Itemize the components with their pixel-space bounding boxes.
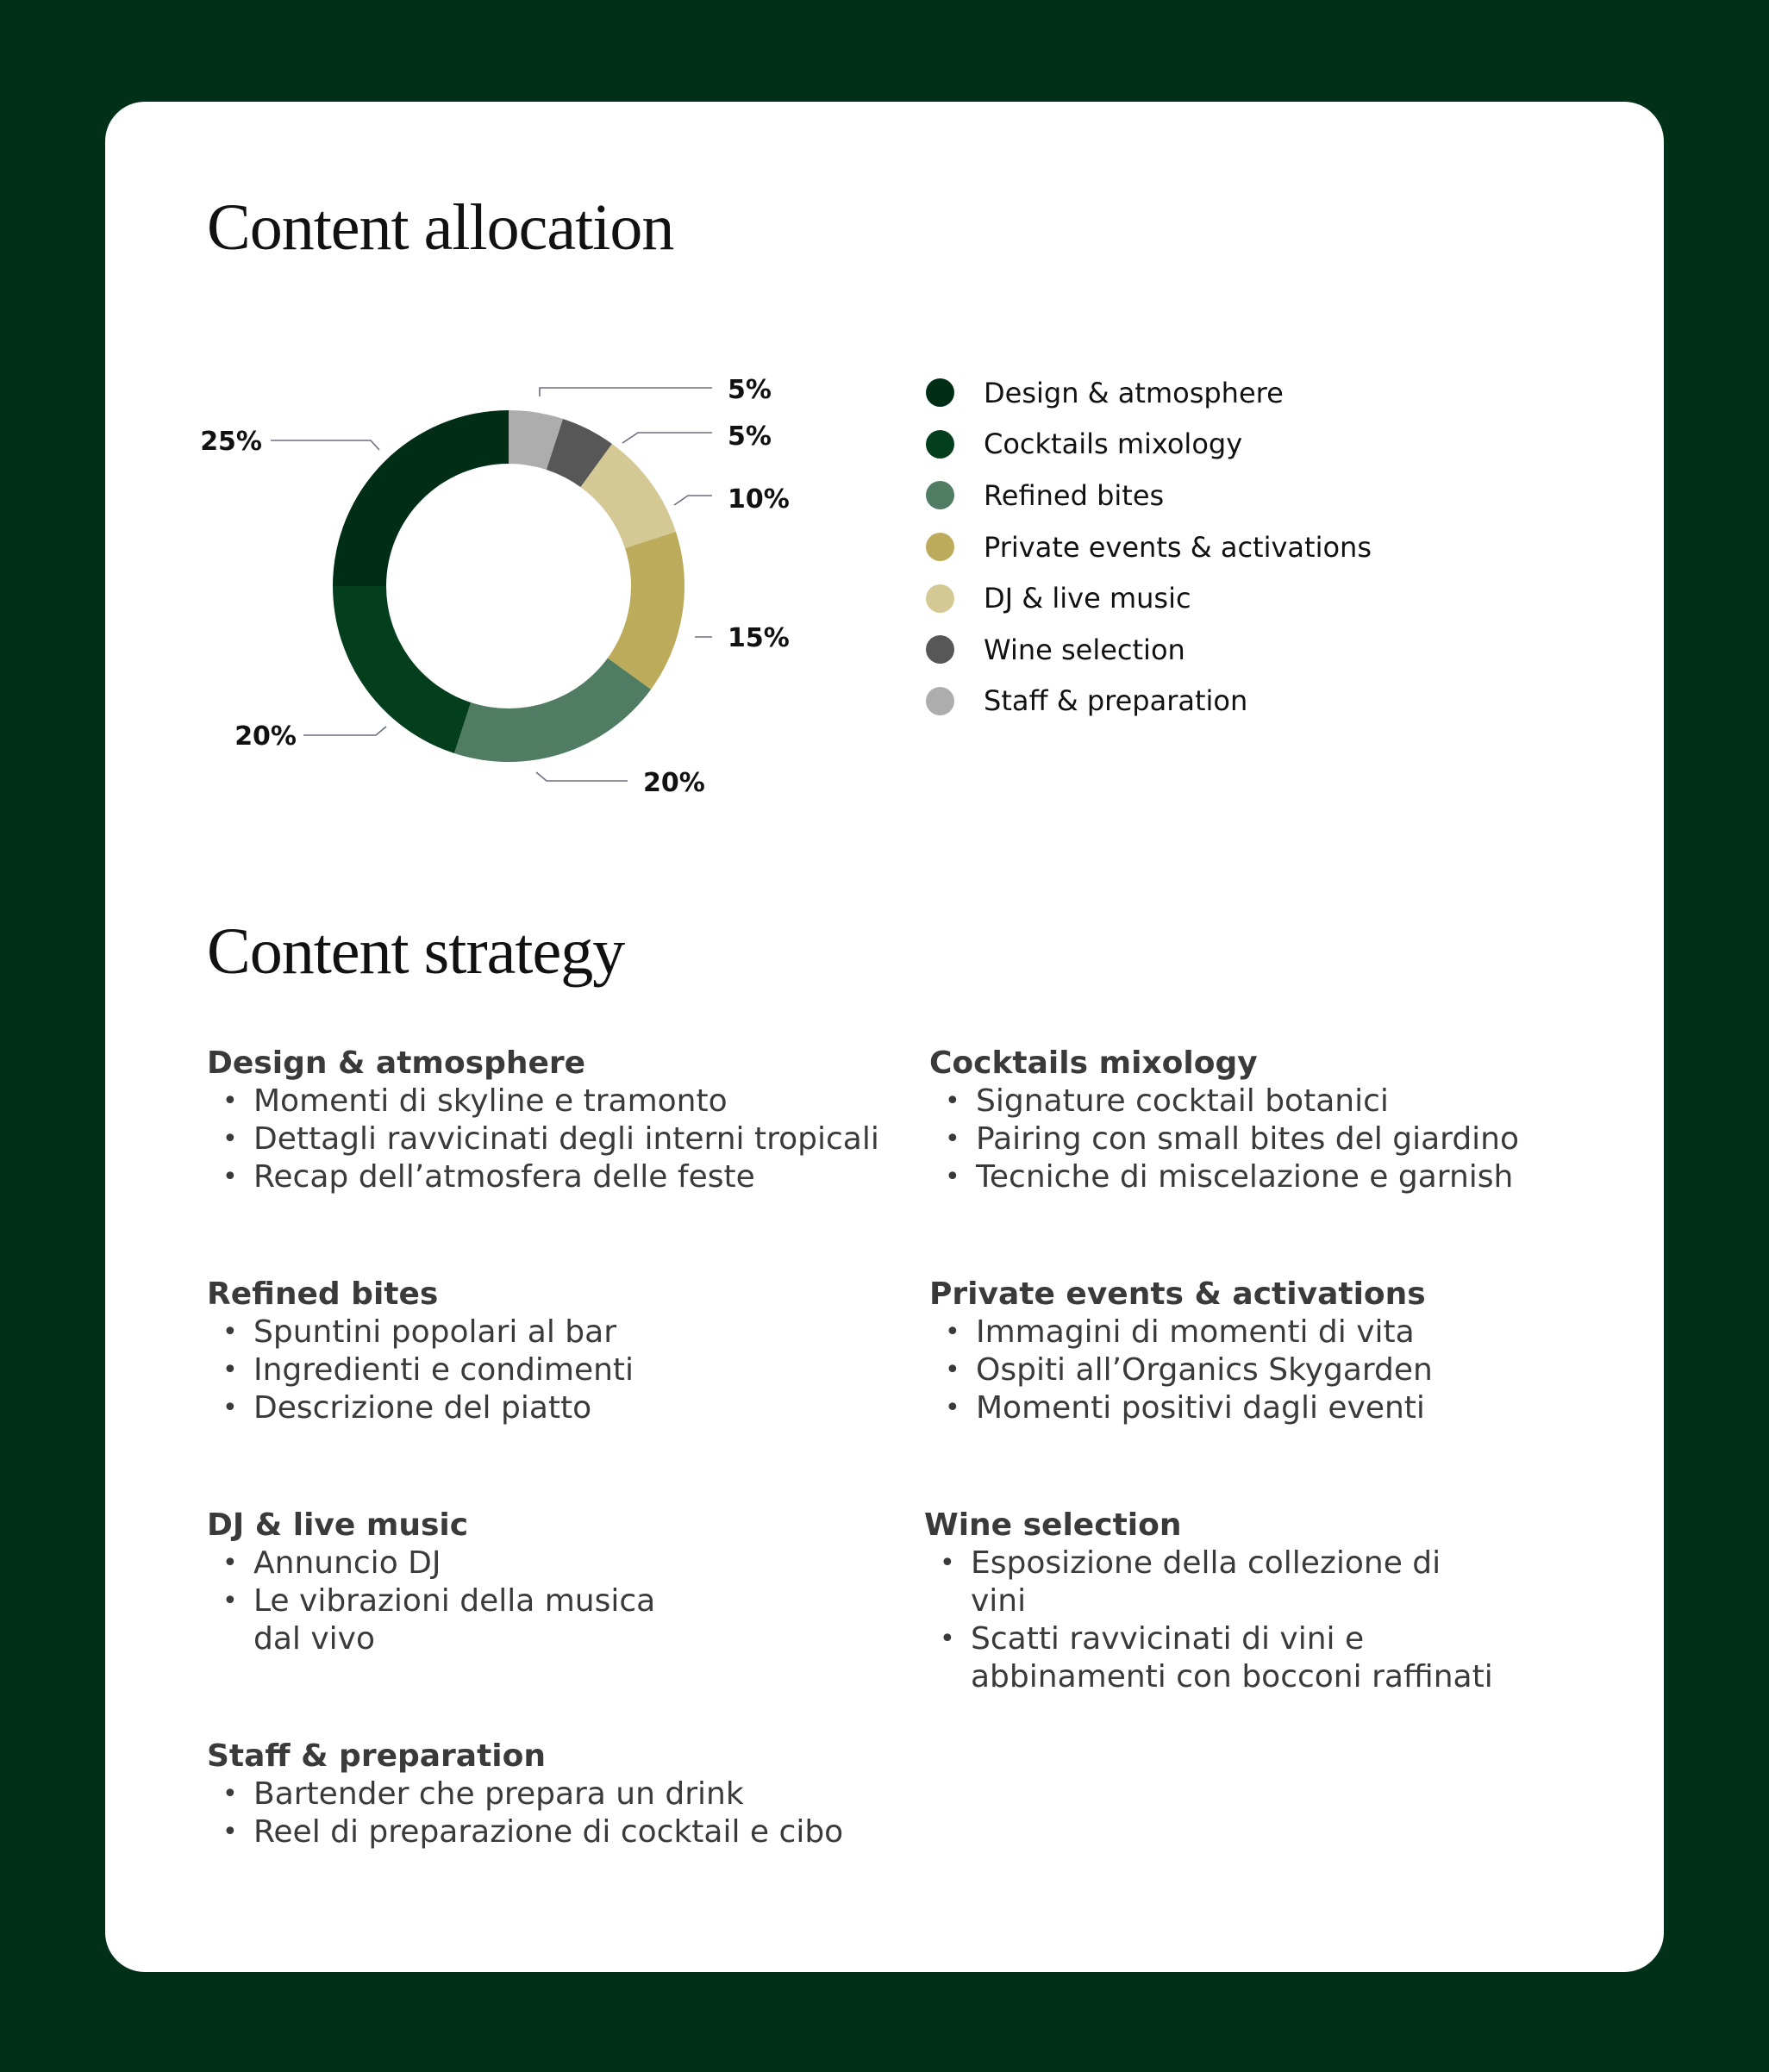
- legend-item-refined-bites: [926, 470, 1372, 521]
- pct-label-cocktails-mixology: 20%: [234, 721, 297, 752]
- strategy-list-item: • Recap dell’atmosfera delle feste: [207, 1158, 922, 1196]
- pct-label-private-events-and-activations: 15%: [728, 623, 790, 653]
- strategy-list-item: • Momenti positivi dagli eventi: [929, 1389, 1619, 1427]
- strategy-list-item: • Immagini di momenti di vita: [929, 1314, 1619, 1351]
- strategy-list-item: • Le vibrazioni della musica dal vivo: [207, 1582, 690, 1658]
- leader-line-staff-and-preparation: [540, 388, 712, 396]
- leader-line-wine-selection: [622, 433, 712, 443]
- strategy-list: [207, 1545, 690, 1658]
- strategy-section-cocktails-mixology: [929, 1045, 1619, 1196]
- strategy-list-item: • Reel di preparazione di cocktail e cibo: [207, 1813, 879, 1851]
- legend-label: Design & atmosphere: [984, 376, 1284, 409]
- legend-label: Wine selection: [984, 633, 1185, 666]
- strategy-section-design-and-atmosphere: [207, 1045, 922, 1196]
- legend-label: DJ & live music: [984, 582, 1191, 615]
- legend-item-cocktails-mixology: [926, 419, 1372, 471]
- legend-item-private-events-and-activations: [926, 521, 1372, 573]
- strategy-heading: Staff & preparation: [207, 1738, 547, 1774]
- strategy-list: [207, 1776, 879, 1851]
- slice-cocktails-mixology: [333, 586, 471, 753]
- strategy-list-item: • Momenti di skyline e tramonto: [207, 1083, 922, 1120]
- legend-label: Refined bites: [984, 478, 1165, 512]
- strategy-list: [929, 1083, 1619, 1196]
- legend-item-design-and-atmosphere: [926, 367, 1372, 419]
- strategy-heading: Refined bites: [207, 1276, 439, 1312]
- legend-label: Cocktails mixology: [984, 428, 1243, 461]
- pct-label-design-and-atmosphere: 25%: [200, 427, 262, 457]
- strategy-list: [207, 1314, 879, 1427]
- strategy-list-item: • Ospiti all’Organics Skygarden: [929, 1351, 1619, 1389]
- pct-label-dj-and-live-music: 10%: [728, 484, 790, 515]
- leader-line-refined-bites: [536, 772, 628, 781]
- strategy-list-item: • Pairing con small bites del giardino: [929, 1120, 1619, 1158]
- chart-legend: [926, 367, 1372, 727]
- strategy-heading: Wine selection: [924, 1507, 1182, 1543]
- strategy-list-item: • Tecniche di miscelazione e garnish: [929, 1158, 1619, 1196]
- strategy-list-item: • Esposizione della collezione di vini: [924, 1545, 1493, 1620]
- legend-swatch-icon: [926, 584, 954, 613]
- leader-line-design-and-atmosphere: [271, 440, 379, 450]
- strategy-list-item: • Bartender che prepara un drink: [207, 1776, 879, 1813]
- strategy-list-item: • Scatti ravvicinati di vini e abbinamenti con bocconi raffinati: [924, 1620, 1493, 1696]
- strategy-section-wine-selection: [924, 1507, 1493, 1696]
- slice-private-events-and-activations: [608, 532, 684, 690]
- legend-swatch-icon: [926, 481, 954, 509]
- leader-line-cocktails-mixology: [303, 727, 386, 735]
- legend-label: Private events & activations: [984, 530, 1372, 564]
- strategy-section-refined-bites: [207, 1276, 879, 1427]
- strategy-list-item: • Dettagli ravvicinati degli interni tropicali: [207, 1120, 922, 1158]
- strategy-list: [207, 1083, 922, 1196]
- legend-swatch-icon: [926, 635, 954, 664]
- donut-chart: [105, 102, 1664, 877]
- strategy-section-staff-and-preparation: [207, 1738, 879, 1851]
- strategy-list: [929, 1314, 1619, 1427]
- strategy-list: [924, 1545, 1493, 1696]
- content-strategy-title: Content strategy: [207, 915, 625, 988]
- slice-refined-bites: [454, 658, 651, 762]
- strategy-heading: Private events & activations: [929, 1276, 1426, 1312]
- slice-design-and-atmosphere: [333, 410, 509, 586]
- legend-swatch-icon: [926, 533, 954, 561]
- strategy-heading: Design & atmosphere: [207, 1045, 586, 1081]
- legend-swatch-icon: [926, 378, 954, 407]
- legend-swatch-icon: [926, 687, 954, 715]
- pct-label-wine-selection: 5%: [728, 421, 772, 452]
- strategy-heading: DJ & live music: [207, 1507, 469, 1543]
- pct-label-refined-bites: 20%: [643, 768, 705, 798]
- strategy-list-item: • Annuncio DJ: [207, 1545, 690, 1582]
- strategy-section-private-events-and-activations: [929, 1276, 1619, 1427]
- content-allocation-title: Content allocation: [207, 191, 674, 264]
- legend-item-staff-and-preparation: [926, 676, 1372, 727]
- strategy-list-item: • Descrizione del piatto: [207, 1389, 879, 1427]
- strategy-list-item: • Signature cocktail botanici: [929, 1083, 1619, 1120]
- legend-swatch-icon: [926, 430, 954, 459]
- content-card: [105, 102, 1664, 1972]
- strategy-section-dj-and-live-music: [207, 1507, 690, 1658]
- pct-label-staff-and-preparation: 5%: [728, 375, 772, 405]
- strategy-list-item: • Spuntini popolari al bar: [207, 1314, 879, 1351]
- legend-item-dj-and-live-music: [926, 572, 1372, 624]
- legend-item-wine-selection: [926, 624, 1372, 676]
- legend-label: Staff & preparation: [984, 684, 1248, 718]
- leader-line-dj-and-live-music: [674, 496, 712, 505]
- strategy-list-item: • Ingredienti e condimenti: [207, 1351, 879, 1389]
- strategy-heading: Cocktails mixology: [929, 1045, 1258, 1081]
